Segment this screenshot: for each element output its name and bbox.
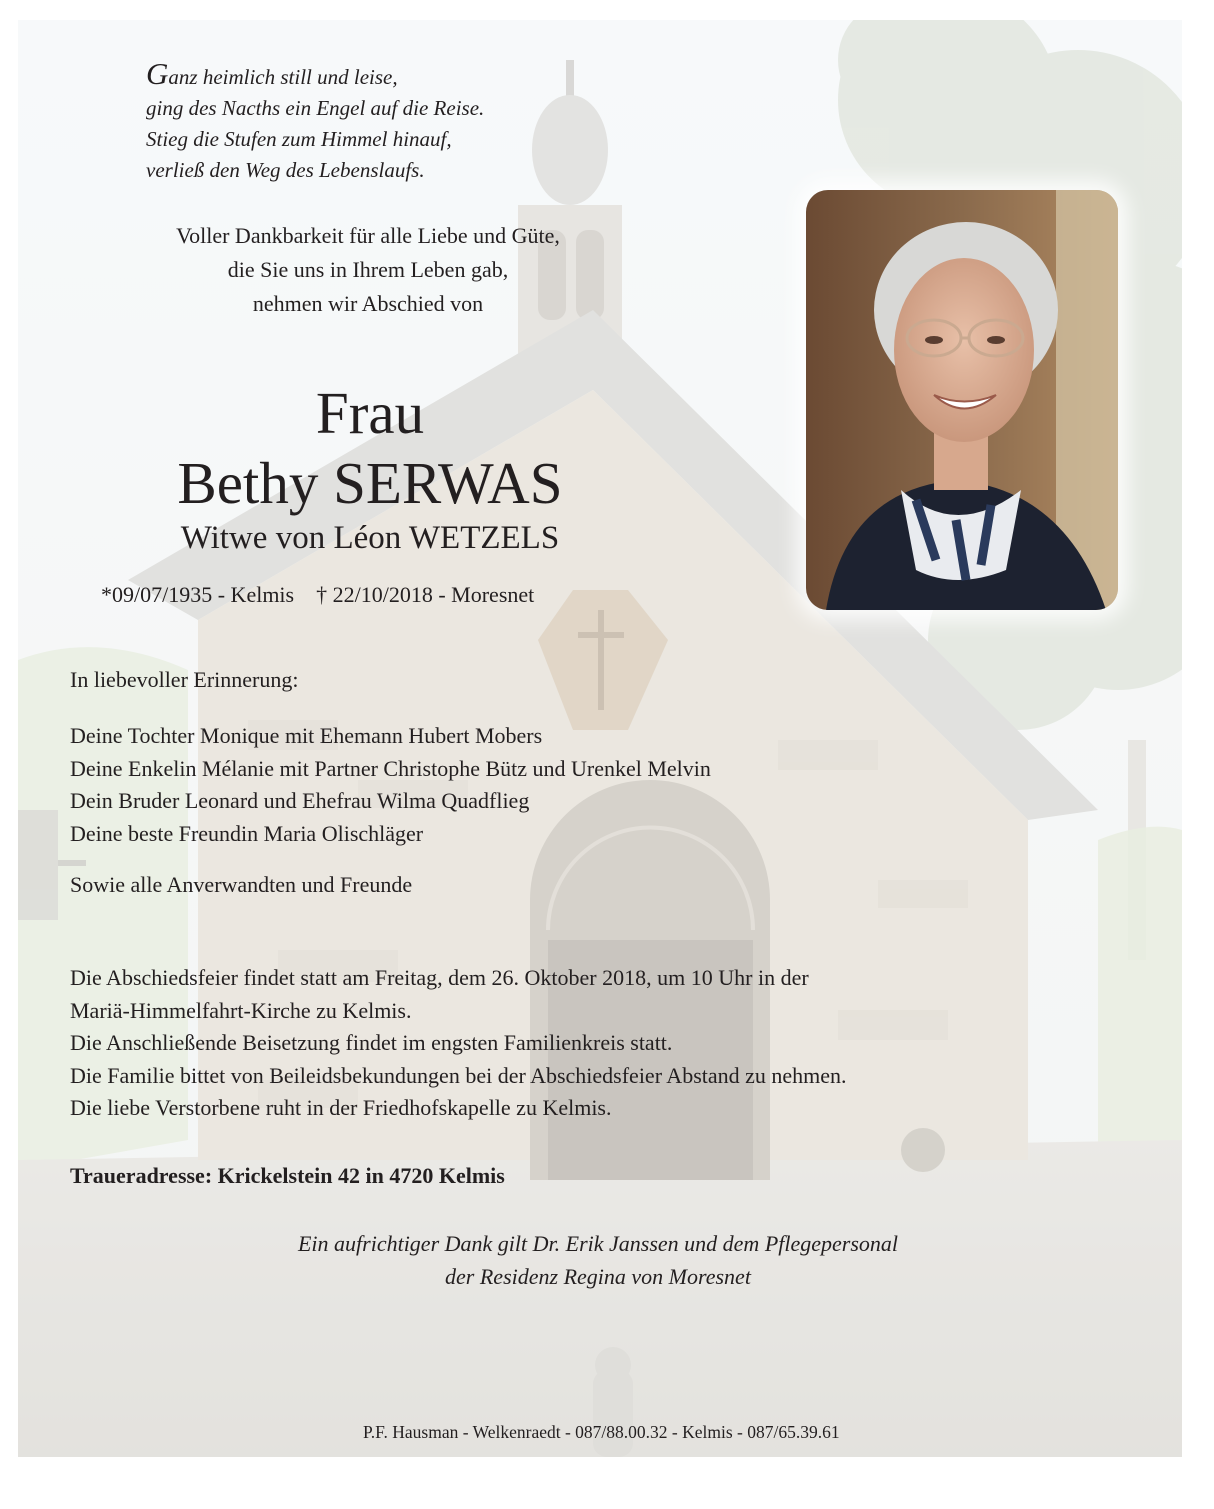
portrait-photo	[806, 190, 1118, 610]
gratitude-text	[88, 219, 648, 321]
other-mourners: Sowie alle Anverwandten und Freunde	[70, 872, 413, 897]
gratitude-line: Voller Dankbarkeit für alle Liebe und Güte,	[176, 223, 560, 248]
death-date: † 22/10/2018 - Moresnet	[316, 582, 535, 607]
ceremony-line: Die Familie bittet von Beileidsbekundungen bei der Abschiedsfeier Abstand zu nehmen.	[70, 1062, 847, 1088]
poem-line: Stieg die Stufen zum Himmel hinauf,	[146, 127, 452, 151]
poem-line: ging des Nacths ein Engel auf die Reise.	[146, 96, 485, 120]
birth-date: *09/07/1935 - Kelmis	[101, 582, 295, 607]
ceremony-details	[70, 962, 847, 1125]
ceremony-line: Die Abschiedsfeier findet statt am Freitag, dem 26. Oktober 2018, um 10 Uhr in der	[70, 965, 809, 990]
family-member: Deine beste Freundin Maria Olischläger	[70, 820, 424, 846]
memory-intro: In liebevoller Erinnerung:	[70, 667, 299, 692]
deceased-name: Bethy SERWAS	[177, 450, 563, 516]
life-dates	[101, 580, 534, 610]
obituary-card	[18, 20, 1182, 1457]
ceremony-line: Mariä-Himmelfahrt-Kirche zu Kelmis.	[70, 997, 412, 1023]
acknowledgement-line: Ein aufrichtiger Dank gilt Dr. Erik Janssen und dem Pflegepersonal	[297, 1231, 899, 1256]
acknowledgement	[178, 1228, 1018, 1293]
ceremony-line: Die liebe Verstorbene ruht in der Friedhofskapelle zu Kelmis.	[70, 1095, 612, 1120]
poem-line: verließ den Weg des Lebenslaufs.	[146, 158, 425, 182]
honorific: Frau	[315, 380, 425, 446]
ceremony-line: Die Anschließende Beisetzung findet im engsten Familienkreis statt.	[70, 1030, 673, 1055]
poem-line: Ganz heimlich still und leise,	[146, 56, 398, 91]
family-list	[70, 720, 711, 850]
poem	[146, 58, 484, 186]
family-member: Deine Tochter Monique mit Ehemann Hubert Mobers	[70, 723, 543, 748]
family-member: Deine Enkelin Mélanie mit Partner Christophe Bütz und Urenkel Melvin	[70, 755, 711, 781]
mourning-address: Traueradresse: Krickelstein 42 in 4720 Kelmis	[70, 1163, 505, 1188]
acknowledgement-line: der Residenz Regina von Moresnet	[445, 1263, 751, 1289]
funeral-home-contact: P.F. Hausman - Welkenraedt - 087/88.00.32 - Kelmis - 087/65.39.61	[363, 1422, 840, 1442]
gratitude-line: die Sie uns in Ihrem Leben gab,	[227, 257, 509, 282]
gratitude-line: nehmen wir Abschied von	[252, 291, 484, 316]
widow-of: Witwe von Léon WETZELS	[180, 520, 560, 556]
family-member: Dein Bruder Leonard und Ehefrau Wilma Quadflieg	[70, 788, 530, 813]
